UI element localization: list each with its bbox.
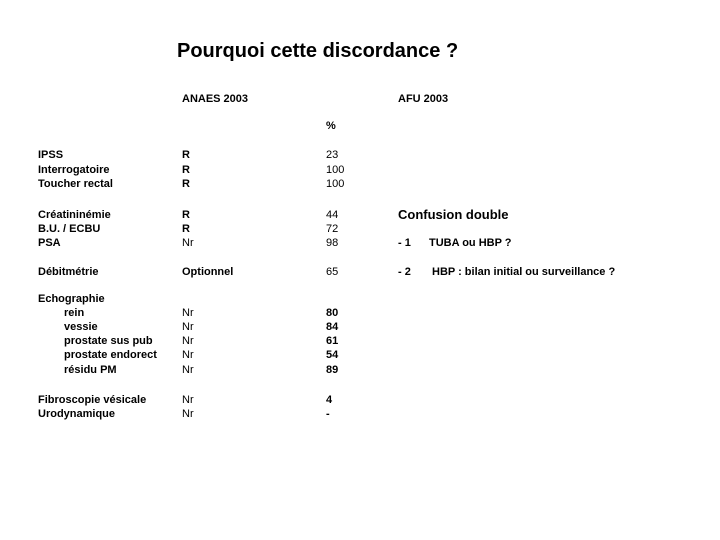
row-percent: 44 [326, 209, 339, 221]
row-anaes: Nr [182, 237, 194, 249]
row-anaes: Nr [182, 364, 194, 376]
row-label: Interrogatoire [38, 164, 110, 176]
afu-item-text: TUBA ou HBP ? [429, 237, 512, 249]
row-anaes: Optionnel [182, 266, 234, 278]
row-label: rein [64, 307, 85, 319]
row-anaes: Nr [182, 307, 194, 319]
row-label: IPSS [38, 149, 64, 161]
row-label: prostate sus pub [64, 335, 153, 347]
row-anaes: R [182, 149, 190, 161]
row-anaes: Nr [182, 321, 194, 333]
row-percent: - [326, 408, 330, 420]
afu-item-number: - 1 [398, 237, 411, 249]
row-label: Toucher rectal [38, 178, 113, 190]
row-label: Débitmétrie [38, 266, 99, 278]
row-percent: 89 [326, 364, 339, 376]
row-label: prostate endorect [64, 349, 157, 361]
slide-title: Pourquoi cette discordance ? [177, 40, 459, 62]
row-percent: 23 [326, 149, 339, 161]
afu-item-text: HBP : bilan initial ou surveillance ? [432, 266, 616, 278]
row-label: Créatininémie [38, 209, 111, 221]
afu-item-number: - 2 [398, 266, 411, 278]
row-label: PSA [38, 237, 61, 249]
row-anaes: R [182, 178, 190, 190]
row-anaes: R [182, 164, 190, 176]
row-percent: 61 [326, 335, 339, 347]
row-label: Fibroscopie vésicale [38, 394, 147, 406]
row-percent: 54 [326, 349, 339, 361]
row-percent: 100 [326, 178, 345, 190]
header-anaes: ANAES 2003 [182, 93, 249, 105]
row-percent: 98 [326, 237, 339, 249]
row-percent: 84 [326, 321, 339, 333]
row-label: vessie [64, 321, 98, 333]
row-anaes: Nr [182, 394, 194, 406]
row-label: résidu PM [64, 364, 117, 376]
row-percent: 65 [326, 266, 339, 278]
header-afu: AFU 2003 [398, 93, 449, 105]
row-label: B.U. / ECBU [38, 223, 101, 235]
row-anaes: Nr [182, 335, 194, 347]
row-anaes: R [182, 209, 190, 221]
header-percent: % [326, 120, 336, 132]
row-anaes: Nr [182, 349, 194, 361]
afu-confusion-heading: Confusion double [398, 207, 509, 222]
row-label: Urodynamique [38, 408, 116, 420]
row-label: Echographie [38, 293, 105, 305]
row-anaes: R [182, 223, 190, 235]
row-percent: 4 [326, 394, 333, 406]
row-anaes: Nr [182, 408, 194, 420]
row-percent: 100 [326, 164, 345, 176]
row-percent: 80 [326, 307, 339, 319]
row-percent: 72 [326, 223, 339, 235]
